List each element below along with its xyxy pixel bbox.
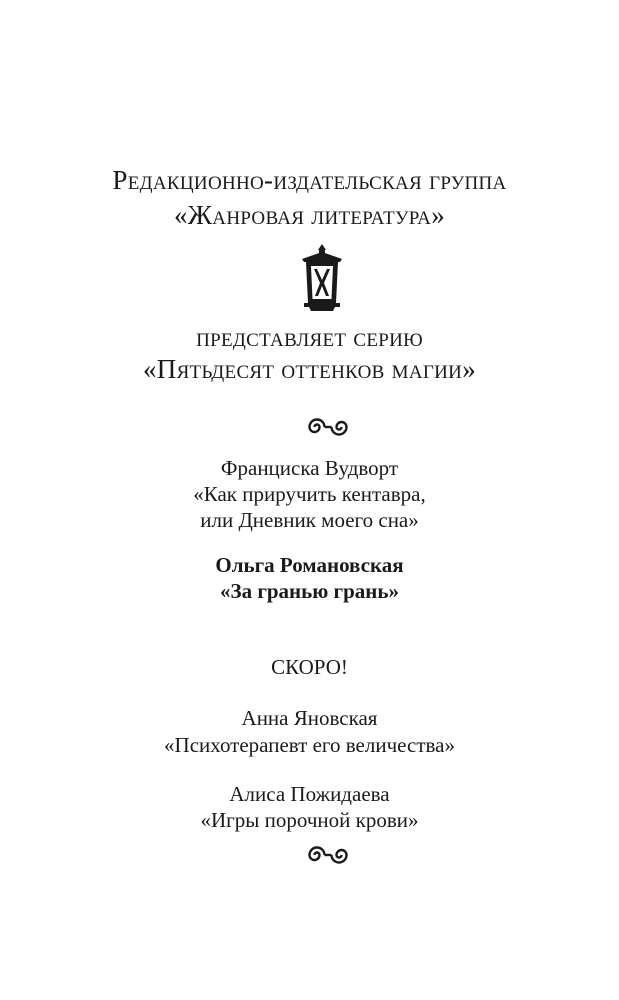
soon-book-1-author: Анна Яновская <box>241 706 378 730</box>
double-spiral-ornament-icon <box>303 845 353 865</box>
lantern-logo-icon <box>296 243 348 313</box>
series-title: «Пятьдесят оттенков магии» <box>142 354 476 384</box>
soon-book-2-title: «Игры порочной крови» <box>200 808 419 832</box>
book-2-title: «За гранью грань» <box>220 579 399 603</box>
double-spiral-ornament-icon <box>303 417 353 437</box>
series-intro: представляет серию <box>196 322 423 352</box>
book-1-title-line-2: или Дневник моего сна» <box>200 508 419 532</box>
book-1-author: Франциска Вудворт <box>220 456 399 480</box>
book-2-author: Ольга Романовская <box>215 553 404 577</box>
soon-book-1-title: «Психотерапевт его величества» <box>164 733 455 757</box>
publisher-line-1: Редакционно-издательская группа <box>112 165 507 195</box>
book-1-title-line-1: «Как приручить кентавра, <box>193 482 426 506</box>
soon-label: СКОРО! <box>271 655 348 679</box>
soon-book-2-author: Алиса Пожидаева <box>229 782 390 806</box>
publisher-line-2: «Жанровая литература» <box>174 200 445 230</box>
